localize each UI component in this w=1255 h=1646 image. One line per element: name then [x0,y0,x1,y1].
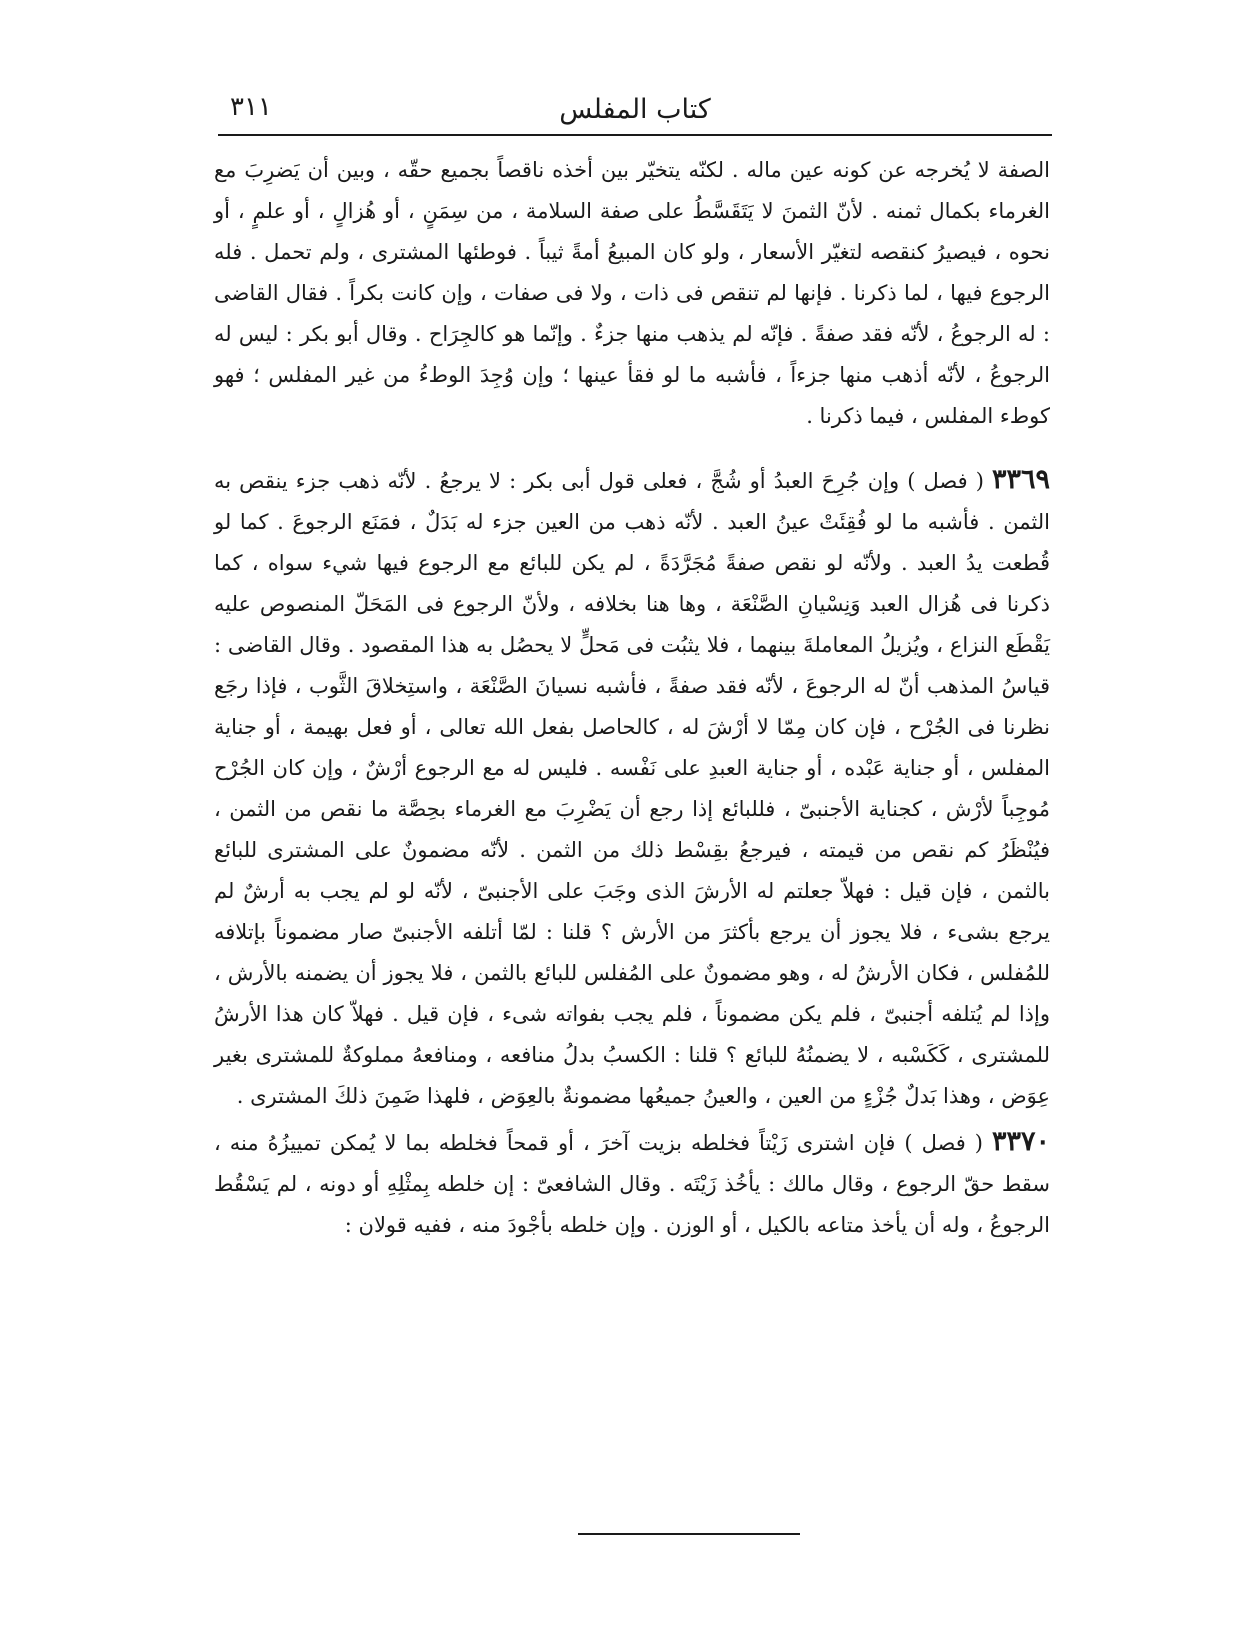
header-rule [218,134,1052,136]
page-header [220,88,1050,132]
paragraph-section-3370 [214,1121,1050,1246]
paragraph-section-3369 [214,459,1050,1117]
paragraph-text: ( فصل ) فإن اشترى زَيْتاً فخلطه بزيت آخرَ ، أو قمحاً فخلطه بما لا يُمكن تمييزُهُ منه ، سقط حقّ الرجوع ، وقال مالك : يأخُذ زَيْتَه . وقال الشافعىّ : إن خلطه بِمثْلِهِ أو دونه ، لم يَسْقُط الرجوعُ ، وله أن يأخذ متاعه بالكيل ، أو الوزن . وإن خلطه بأجْودَ منه ، ففيه قولان : [214,1131,1050,1237]
paragraph-continuation [214,150,1050,437]
paragraph-text: ( فصل ) وإن جُرِحَ العبدُ أو شُجَّ ، فعلى قول أبى بكر : لا يرجعُ . لأنّه ذهب جزء ينقص به الثمن . فأشبه ما لو فُقِئَتْ عينُ العبد . لأنّه ذهب من العين جزء له بَدَلٌ ، فمَنَع الرجوعَ . كما لو قُطعت يدُ العبد . ولأنّه لو نقص صفةً مُجَرَّدَةً ، لم يكن للبائع مع الرجوع فيها شيء سواه ، كما ذكرنا فى هُزال العبد وَنِسْيانِ الصَّنْعَة ، وها هنا بخلافه ، ولأنّ الرجوع فى المَحَلّ المنصوص عليه يَقْطَع النزاع ، ويُزيلُ المعاملةَ بينهما ، فلا يثبُت فى مَحلٍّ لا يحصُل به هذا المقصود . وقال القاضى : قياسُ المذهب أنّ له الرجوعَ ، لأنّه فقد صفةً ، فأشبه نسيانَ الصَّنْعَة ، واستِخلاقَ الثَّوب ، فإذا رجَع نظرنا فى الجُرْح ، فإن كان مِمّا لا أرْشَ له ، كالحاصل بفعل الله تعالى ، أو فعل بهيمة ، أو جناية المفلس ، أو جناية عَبْده ، أو جناية العبدِ على نَفْسه . فليس له مع الرجوع أرْشٌ ، وإن كان الجُرْح مُوجِباً لأرْش ، كجناية الأجنبىّ ، فللبائع إذا رجع أن يَضْرِبَ مع الغرماء بحِصَّة ما نقص من الثمن ، فيُنْظَرُ كم نقص من قيمته ، فيرجعُ بقِسْط ذلك من الثمن . لأنّه مضمونٌ على المشترى للبائع بالثمن ، فإن قيل : فهلاّ جعلتم له الأرشَ الذى وجَبَ على الأجنبىّ ، لأنّه لو لم يجب به أرشٌ لم يرجع بشىء ، فلا يجوز أن يرجع بأكثرَ من الأرش ؟ قلنا : لمّا أتلفه الأجنبىّ صار مضموناً بإتلافه للمُفلس ، فكان الأرشُ له ، وهو مضمونٌ على المُفلس للبائع بالثمن ، فلا يجوز أن يضمنه بالأرش ، وإذا لم يُتلفه أجنبىّ ، فلم يكن مضموناً ، فلم يجب بفواته شىء ، فإن قيل . فهلاّ كان هذا الأرشُ للمشترى ، كَكَسْبه ، لا يضمنُهُ للبائع ؟ قلنا : الكسبُ بدلُ منافعه ، ومنافعهُ مملوكةٌ للمشترى بغير عِوَض ، وهذا بَدلٌ جُزْءٍ من العين ، والعينُ جميعُها مضمونةٌ بالعِوَض ، فلهذا ضَمِنَ ذلكَ المشترى . [214,469,1050,1108]
main-text [214,150,1050,1246]
page-number: ٣١١ [230,92,272,122]
paragraph-text: الصفة لا يُخرجه عن كونه عين ماله . لكنّه يتخيّر بين أخذه ناقصاً بجميع حقّه ، وبين أن يَضرِبَ مع الغرماء بكمال ثمنه . لأنّ الثمنَ لا يَتَقَسَّطُ على صفة السلامة ، من سِمَنٍ ، أو هُزالٍ ، أو علمٍ ، أو نحوه ، فيصيرُ كنقصه لتغيّر الأسعار ، ولو كان المبيعُ أمةً ثيباً . فوطئها المشترى ، ولم تحمل . فله الرجوع فيها ، لما ذكرنا . فإنها لم تنقص فى ذات ، ولا فى صفات ، وإن كانت بكراً . فقال القاضى : له الرجوعُ ، لأنّه فقد صفةً . فإنّه لم يذهب منها جزءٌ . وإنّما هو كالجِرَاح . وقال أبو بكر : ليس له الرجوعُ ، لأنّه أذهب منها جزءاً ، فأشبه ما لو فقأ عينها ؛ وإن وُجِدَ الوطءُ من غير المفلس ؛ فهو كوطء المفلس ، فيما ذكرنا . [214,158,1050,428]
footnote-rule [578,1533,800,1535]
section-number: ٣٣٧٠ [991,1126,1050,1157]
running-title: كتاب المفلس [559,94,711,125]
section-number: ٣٣٦٩ [991,464,1050,495]
